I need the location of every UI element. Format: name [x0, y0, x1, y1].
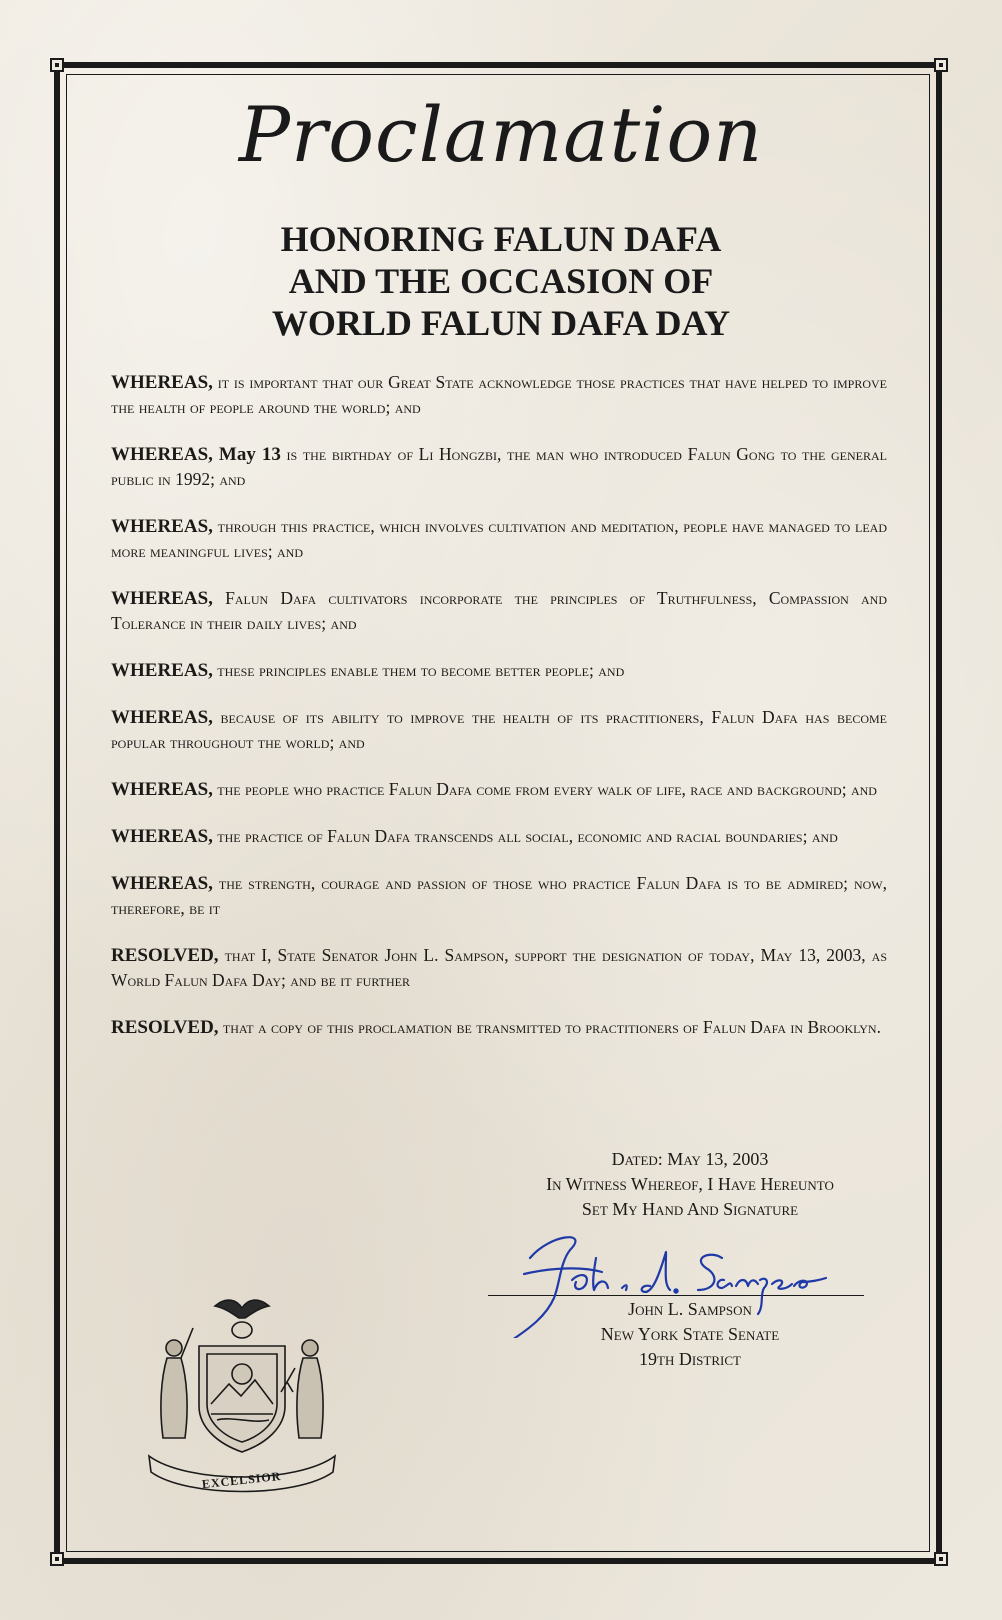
whereas-paragraph	[111, 514, 887, 564]
paragraph-text: that a copy of this proclamation be transmitted to practitioners of Falun Dafa in Brooklyn.	[222, 1017, 881, 1037]
frame-corner-top-right	[934, 58, 948, 72]
paragraph-lead: WHEREAS,	[111, 516, 213, 537]
heading-line: AND THE OCCASION OF	[288, 261, 714, 301]
document-title: Proclamation	[238, 90, 764, 179]
paragraph-text: the people who practice Falun Dafa come from every walk of life, race and background; and	[217, 779, 877, 799]
signer-name: John L. Sampson	[628, 1299, 752, 1319]
dated-block	[470, 1147, 910, 1222]
paragraph-lead: WHEREAS,	[111, 707, 213, 728]
resolved-paragraph	[111, 943, 887, 993]
whereas-paragraph	[111, 586, 887, 636]
frame-corner-bottom-right	[934, 1552, 948, 1566]
seal-motto: EXCELSIOR	[201, 1468, 282, 1492]
paragraph-lead: WHEREAS,	[111, 588, 213, 609]
heading-line: WORLD FALUN DAFA DAY	[271, 303, 731, 343]
paragraph-text: Falun Dafa cultivators incorporate the principles of Truthfulness, Compassion and Tolerance in their daily lives; and	[111, 588, 887, 633]
frame-corner-bottom-left	[50, 1552, 64, 1566]
paragraph-text: it is important that our Great State acknowledge those practices that have helped to improve the health of people around the world; and	[111, 372, 887, 417]
heading-line: HONORING FALUN DAFA	[280, 219, 722, 259]
paragraph-text: because of its ability to improve the health of its practitioners, Falun Dafa has become popular throughout the world; and	[111, 707, 887, 752]
witness-line: In Witness Whereof, I Have Hereunto	[546, 1174, 834, 1194]
paragraph-lead: WHEREAS, May 13	[111, 444, 281, 465]
paragraph-text: that I, State Senator John L. Sampson, support the designation of today, May 13, 2003, as World Falun Dafa Day; and be it further	[111, 945, 887, 990]
paragraph-lead: WHEREAS,	[111, 779, 213, 800]
paragraph-lead: RESOLVED,	[111, 1017, 219, 1038]
dated-line: Dated: May 13, 2003	[611, 1149, 769, 1169]
paragraph-lead: WHEREAS,	[111, 372, 213, 393]
paragraph-text: through this practice, which involves cultivation and meditation, people have managed to lead more meaningful lives; and	[111, 516, 888, 561]
frame-corner-top-left	[50, 58, 64, 72]
paragraph-lead: RESOLVED,	[111, 945, 219, 966]
paragraph-text: these principles enable them to become better people; and	[217, 660, 625, 680]
whereas-paragraph	[111, 705, 887, 755]
document-heading	[0, 218, 1002, 344]
whereas-paragraph	[111, 871, 887, 921]
whereas-paragraph	[111, 442, 887, 492]
signer-block	[470, 1297, 910, 1372]
paragraph-text: the strength, courage and passion of those who practice Falun Dafa is to be admired; now, therefore, be it	[111, 873, 887, 918]
new-york-state-seal-emblem	[137, 1288, 347, 1498]
witness-line: Set My Hand And Signature	[581, 1199, 799, 1219]
whereas-paragraph	[111, 658, 887, 683]
whereas-paragraph	[111, 777, 887, 802]
whereas-paragraph	[111, 370, 887, 420]
signer-office: New York State Senate	[600, 1324, 780, 1344]
whereas-paragraph	[111, 824, 887, 849]
paragraph-lead: WHEREAS,	[111, 873, 213, 894]
proclamation-body	[111, 370, 887, 1062]
paragraph-lead: WHEREAS,	[111, 826, 213, 847]
resolved-paragraph	[111, 1015, 887, 1040]
paragraph-text: the practice of Falun Dafa transcends all social, economic and racial boundaries; and	[217, 826, 838, 846]
paragraph-text: is the birthday of Li Hongzbi, the man who introduced Falun Gong to the general public in 1992; and	[111, 444, 887, 489]
paragraph-lead: WHEREAS,	[111, 660, 213, 681]
signer-district: 19th District	[639, 1349, 741, 1369]
